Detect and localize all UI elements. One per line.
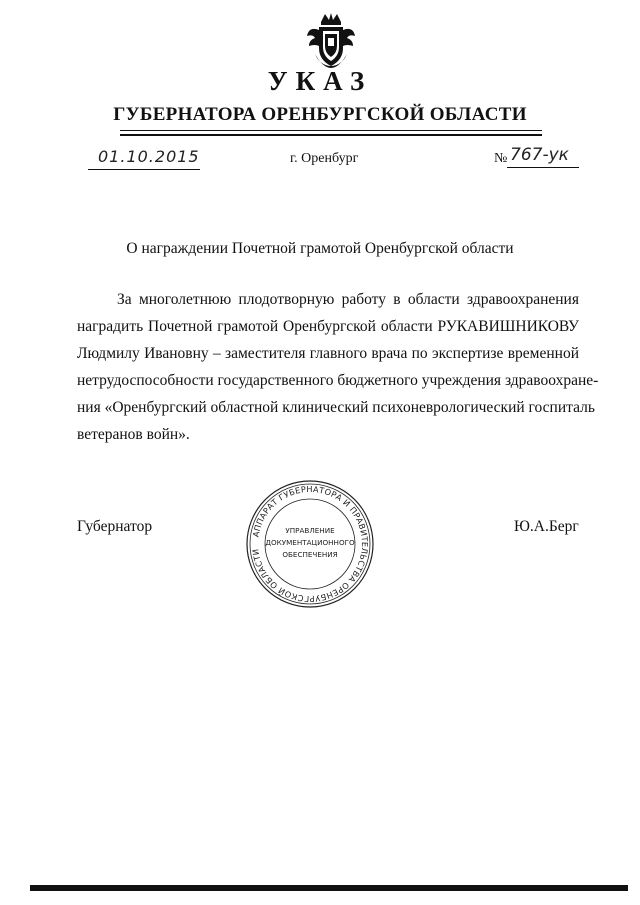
signer-name: Ю.А.Берг <box>514 518 579 535</box>
document-issuer: ГУБЕРНАТОРА ОРЕНБУРГСКОЙ ОБЛАСТИ <box>113 104 527 125</box>
number-label: № <box>494 151 508 166</box>
stamp-center-line1: УПРАВЛЕНИЕ <box>285 526 335 535</box>
official-stamp <box>244 478 376 610</box>
coat-of-arms-icon <box>305 12 357 70</box>
stamp-ring-text: АППАРАТ ГУБЕРНАТОРА И ПРАВИТЕЛЬСТВА ОРЕНБУРГСКОЙ ОБЛАСТИ <box>250 483 371 605</box>
date-underline <box>88 169 200 170</box>
header-divider-thin <box>120 130 542 131</box>
document-subject: О награждении Почетной грамотой Оренбургской области <box>126 240 514 257</box>
page-bottom-bar <box>30 885 628 891</box>
stamp-center-line3: ОБЕСПЕЧЕНИЯ <box>282 550 338 559</box>
header-divider-thick <box>120 134 542 136</box>
body-line: ния «Оренбургский областной клинический психоневрологический госпиталь <box>77 399 595 416</box>
body-line: наградить Почетной грамотой Оренбургской области РУКАВИШНИКОВУ <box>77 318 579 335</box>
body-line: нетрудоспособности государственного бюджетного учреждения здравоохране- <box>77 372 599 389</box>
document-number: 767-ук <box>510 145 569 165</box>
body-line: За многолетнюю плодотворную работу в области здравоохранения <box>117 291 579 308</box>
signer-title: Губернатор <box>77 518 153 535</box>
number-underline <box>507 167 579 168</box>
document-city: г. Оренбург <box>290 151 359 166</box>
body-line: ветеранов войн». <box>77 426 190 443</box>
body-line: Людмилу Ивановну – заместителя главного врача по экспертизе временной <box>77 345 579 362</box>
document-title: УКАЗ <box>267 66 373 96</box>
document-date: 01.10.2015 <box>98 147 200 166</box>
stamp-center-line2: ДОКУМЕНТАЦИОННОГО <box>265 538 355 547</box>
